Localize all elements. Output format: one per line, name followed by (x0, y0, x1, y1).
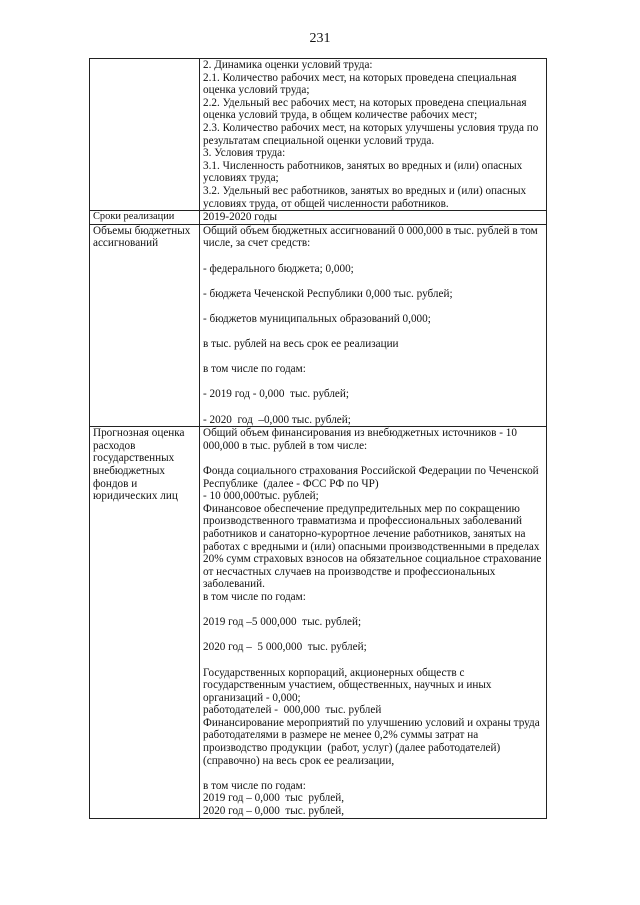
text-line: - 2020 год –0,000 тыс. рублей; (203, 413, 351, 426)
text-line: - федерального бюджета; 0,000; (203, 262, 354, 275)
text-line: - 2019 год - 0,000 тыс. рублей; (203, 388, 349, 401)
text-line: - 10 000,000тыс. рублей; (203, 490, 319, 503)
text-line: 2019 год –5 000,000 тыс. рублей; (203, 616, 362, 629)
text-line: 3. Условия труда: (203, 147, 286, 160)
text-line: 3.1. Численность работников, занятых во вредных и (или) опасных условиях труда; (203, 159, 526, 185)
text-line: - бюджета Чеченской Республики 0,000 тыс. рублей; (203, 287, 453, 300)
table-row-budget (90, 224, 547, 427)
table-row-timeline (90, 211, 547, 225)
text-line: в том числе по годам: (203, 363, 306, 376)
text-line: в том числе по годам: (203, 779, 306, 792)
table-row-indicators (90, 59, 547, 211)
text-line: в том числе по годам: (203, 590, 306, 603)
text-line: 2.3. Количество рабочих мест, на которых улучшены условия труда по результатам специальной оценки условий труда. (203, 121, 542, 147)
row-label (90, 59, 200, 211)
text-line: Финансирование мероприятий по улучшению условий и охраны труда работодателями в размере не менее 0,2% суммы затрат на производство продукции (работ, услуг) (далее работодателей) (справочно) на весь срок ее реализации, (203, 716, 543, 767)
row-label: Объемы бюджетных ассигнований (90, 224, 200, 427)
text-line: 2019-2020 годы (203, 211, 278, 224)
page-number: 231 (309, 31, 331, 46)
program-passport-table (89, 58, 547, 819)
row-content (200, 224, 547, 427)
text-line: Государственных корпораций, акционерных обществ с государственным участием, общественных, научных и иных организаций - 0,000; (203, 666, 495, 704)
row-label: Сроки реализации (90, 211, 200, 225)
text-line: в тыс. рублей на весь срок ее реализации (203, 338, 399, 351)
text-line: Финансовое обеспечение предупредительных мер по сокращению производственного травматизма и профессиональных заболеваний работников и санаторно-курортное лечение работников, занятых на работах с вредными и (или) опасными производственными в пределах 20% сумм страховых взносов на обязательное социальное страхование от несчастных случаев на производстве и профессиональных заболеваний. (203, 502, 545, 591)
row-content (200, 427, 547, 818)
text-line: 2.2. Удельный вес рабочих мест, на которых проведена специальная оценка условий труда, в общем количестве рабочих мест; (203, 96, 530, 122)
row-content (200, 59, 547, 211)
text-line: - бюджетов муниципальных образований 0,000; (203, 312, 431, 325)
text-line: 2020 год – 5 000,000 тыс. рублей; (203, 641, 367, 654)
text-line: Фонда социального страхования Российской Федерации по Чеченской Республике (далее - ФСС РФ по ЧР) (203, 465, 542, 490)
table-row-extrabudgetary (90, 427, 547, 818)
text-line: Общий объем бюджетных ассигнований 0 000,000 в тыс. рублей в том числе, за счет средств: (203, 224, 541, 250)
row-label: Прогнозная оценка расходов государственных внебюджетных фондов и юридических лиц (90, 427, 200, 818)
text-line: 2.1. Количество рабочих мест, на которых проведена специальная оценка условий труда; (203, 71, 520, 97)
text-line: Общий объем финансирования из внебюджетных источников - 10 000,000 в тыс. рублей в том числе: (203, 427, 520, 452)
text-line: 2019 год – 0,000 тыс рублей, (203, 792, 345, 805)
text-line: 2. Динамика оценки условий труда: (203, 59, 373, 71)
text-line: 3.2. Удельный вес работников, занятых во вредных и (или) опасных условиях труда, от общей численности работников. (203, 184, 529, 210)
text-line: 2020 год – 0,000 тыс. рублей, (203, 805, 345, 818)
row-content (200, 211, 547, 225)
text-line: работодателей - 000,000 тыс. рублей (203, 704, 382, 717)
